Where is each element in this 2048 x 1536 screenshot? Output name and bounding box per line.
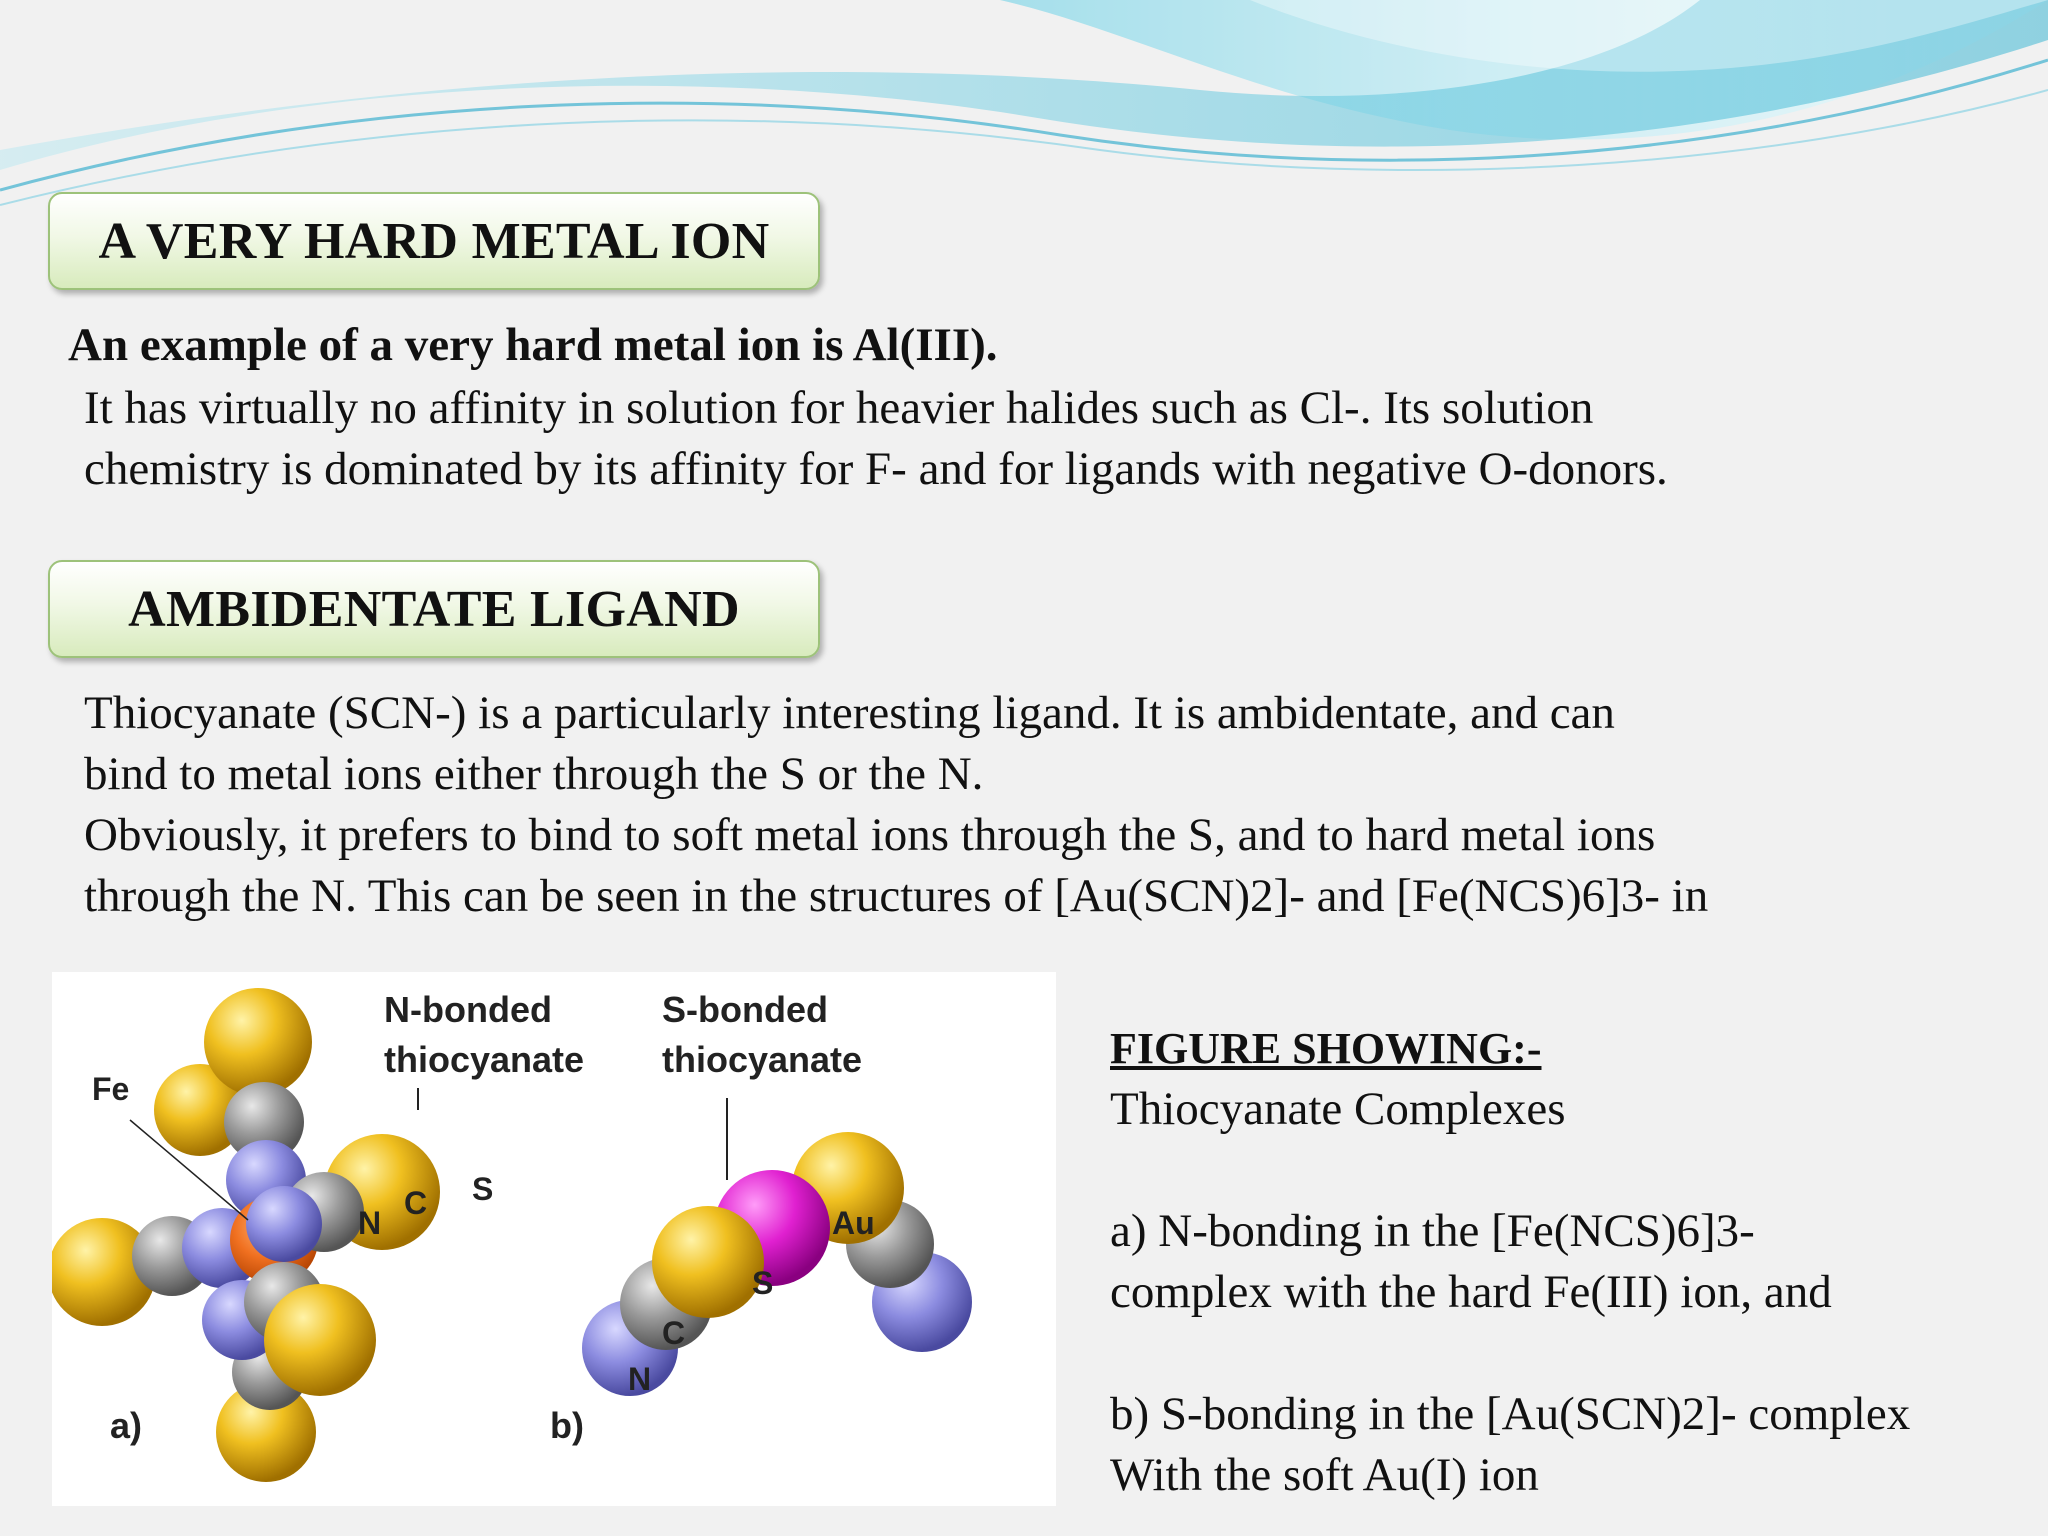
- ligand-line-4: through the N. This can be seen in the structures of [Au(SCN)2]- and [Fe(NCS)6]3- in: [84, 870, 1709, 922]
- caption-b-line-1: b) S-bonding in the [Au(SCN)2]- complex: [1110, 1388, 1911, 1440]
- body-line-1: It has virtually no affinity in solution for heavier halides such as Cl-. Its solution: [84, 382, 1594, 434]
- ligand-line-2: bind to metal ions either through the S or the N.: [84, 748, 984, 800]
- atom-label-c-b: C: [662, 1315, 686, 1351]
- section-heading-hard-metal: A VERY HARD METAL ION: [48, 192, 820, 290]
- s-bonded-label-1: S-bonded: [662, 989, 828, 1030]
- panel-label-a: a): [110, 1405, 143, 1446]
- caption-a-line-1: a) N-bonding in the [Fe(NCS)6]3-: [1110, 1205, 1755, 1257]
- ligand-line-1: Thiocyanate (SCN-) is a particularly interesting ligand. It is ambidentate, and can: [84, 687, 1615, 739]
- atom-label-c-a: C: [404, 1185, 428, 1221]
- n-bonded-label-2: thiocyanate: [384, 1039, 585, 1080]
- intro-sentence: An example of a very hard metal ion is Al(III).: [68, 319, 998, 371]
- panel-label-b: b): [550, 1405, 584, 1446]
- atom-label-au: Au: [832, 1205, 875, 1241]
- caption-title: FIGURE SHOWING:-: [1110, 1024, 1542, 1073]
- fe-label: Fe: [92, 1071, 130, 1107]
- figure-caption: [1110, 1018, 1910, 1506]
- au-scn2-complex: [582, 1098, 972, 1396]
- atom-label-n-a: N: [358, 1205, 382, 1241]
- caption-b-line-2: With the soft Au(I) ion: [1110, 1449, 1539, 1501]
- s-bonded-label-2: thiocyanate: [662, 1039, 863, 1080]
- atom-label-s-b: S: [752, 1265, 774, 1301]
- atom-label-n-b: N: [628, 1361, 652, 1397]
- body-line-2: chemistry is dominated by its affinity for F- and for ligands with negative O-donors.: [84, 443, 1668, 495]
- caption-subtitle: Thiocyanate Complexes: [1110, 1083, 1566, 1135]
- thiocyanate-complex-figure: [52, 972, 1056, 1506]
- caption-spacer-1: [1110, 1140, 1910, 1201]
- n-bonded-label-1: N-bonded: [384, 989, 552, 1030]
- caption-spacer-2: [1110, 1323, 1910, 1384]
- atom-label-s-a: S: [472, 1171, 494, 1207]
- molecule-illustration: [52, 972, 1056, 1506]
- ligand-line-3: Obviously, it prefers to bind to soft metal ions through the S, and to hard metal ions: [84, 809, 1656, 861]
- caption-a-line-2: complex with the hard Fe(III) ion, and: [1110, 1266, 1832, 1318]
- section-heading-ambidentate: AMBIDENTATE LIGAND: [48, 560, 820, 658]
